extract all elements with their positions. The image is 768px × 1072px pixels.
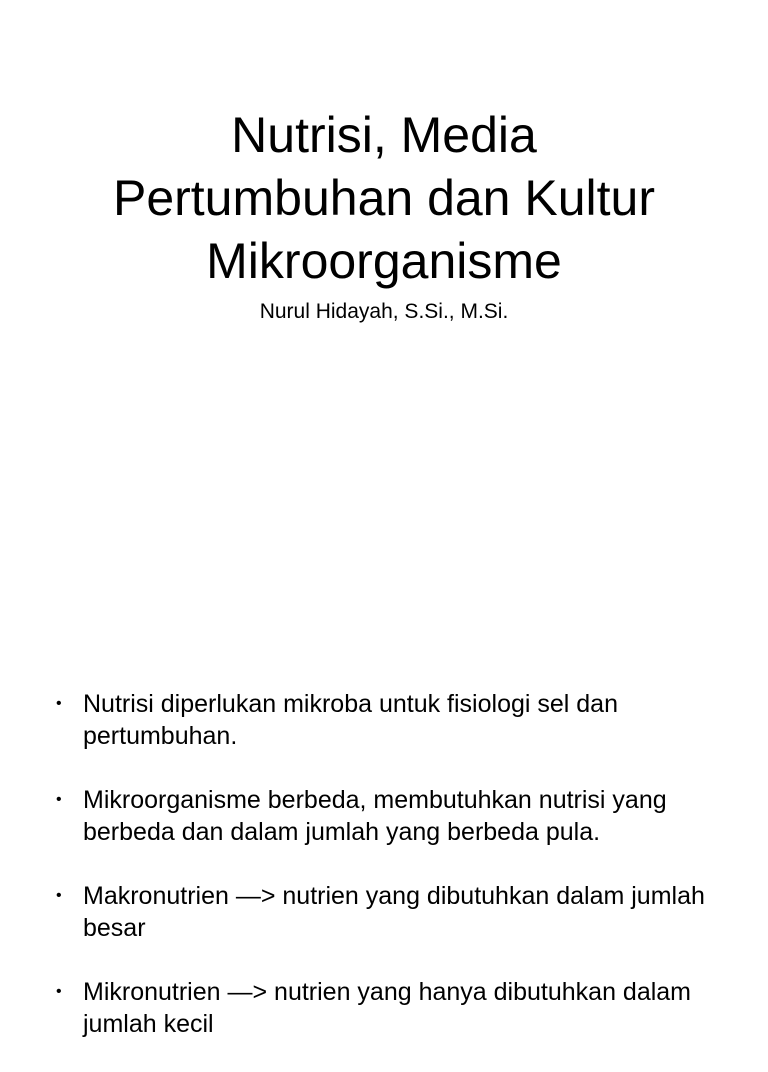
slide-title-line-1: Nutrisi, Media xyxy=(231,107,537,163)
bullet-text: Makronutrien —> nutrien yang dibutuhkan dalam jumlah besar xyxy=(83,882,705,942)
bullet-list xyxy=(50,688,740,1072)
bullet-text: Mikroorganisme berbeda, membutuhkan nutrisi yang berbeda dan dalam jumlah yang berbeda pula. xyxy=(83,786,667,846)
title-slide xyxy=(0,104,768,325)
slide-title-line-3: Mikroorganisme xyxy=(206,233,562,289)
bullet-item-nutrisi xyxy=(50,688,740,752)
bullet-item-makronutrien xyxy=(50,880,740,944)
bullet-marker: • xyxy=(56,983,62,1000)
slide-title xyxy=(0,104,768,293)
bullet-text: Mikronutrien —> nutrien yang hanya dibutuhkan dalam jumlah kecil xyxy=(83,978,692,1038)
bullet-marker: • xyxy=(56,887,62,904)
slide-author: Nurul Hidayah, S.Si., M.Si. xyxy=(259,300,509,323)
bullet-item-mikroorganisme xyxy=(50,784,740,848)
bullet-item-mikronutrien xyxy=(50,976,740,1040)
bullet-marker: • xyxy=(56,695,62,712)
bullet-text: Nutrisi diperlukan mikroba untuk fisiologi sel dan pertumbuhan. xyxy=(83,690,618,750)
slide-title-line-2: Pertumbuhan dan Kultur xyxy=(112,170,656,226)
bullet-marker: • xyxy=(56,791,62,808)
